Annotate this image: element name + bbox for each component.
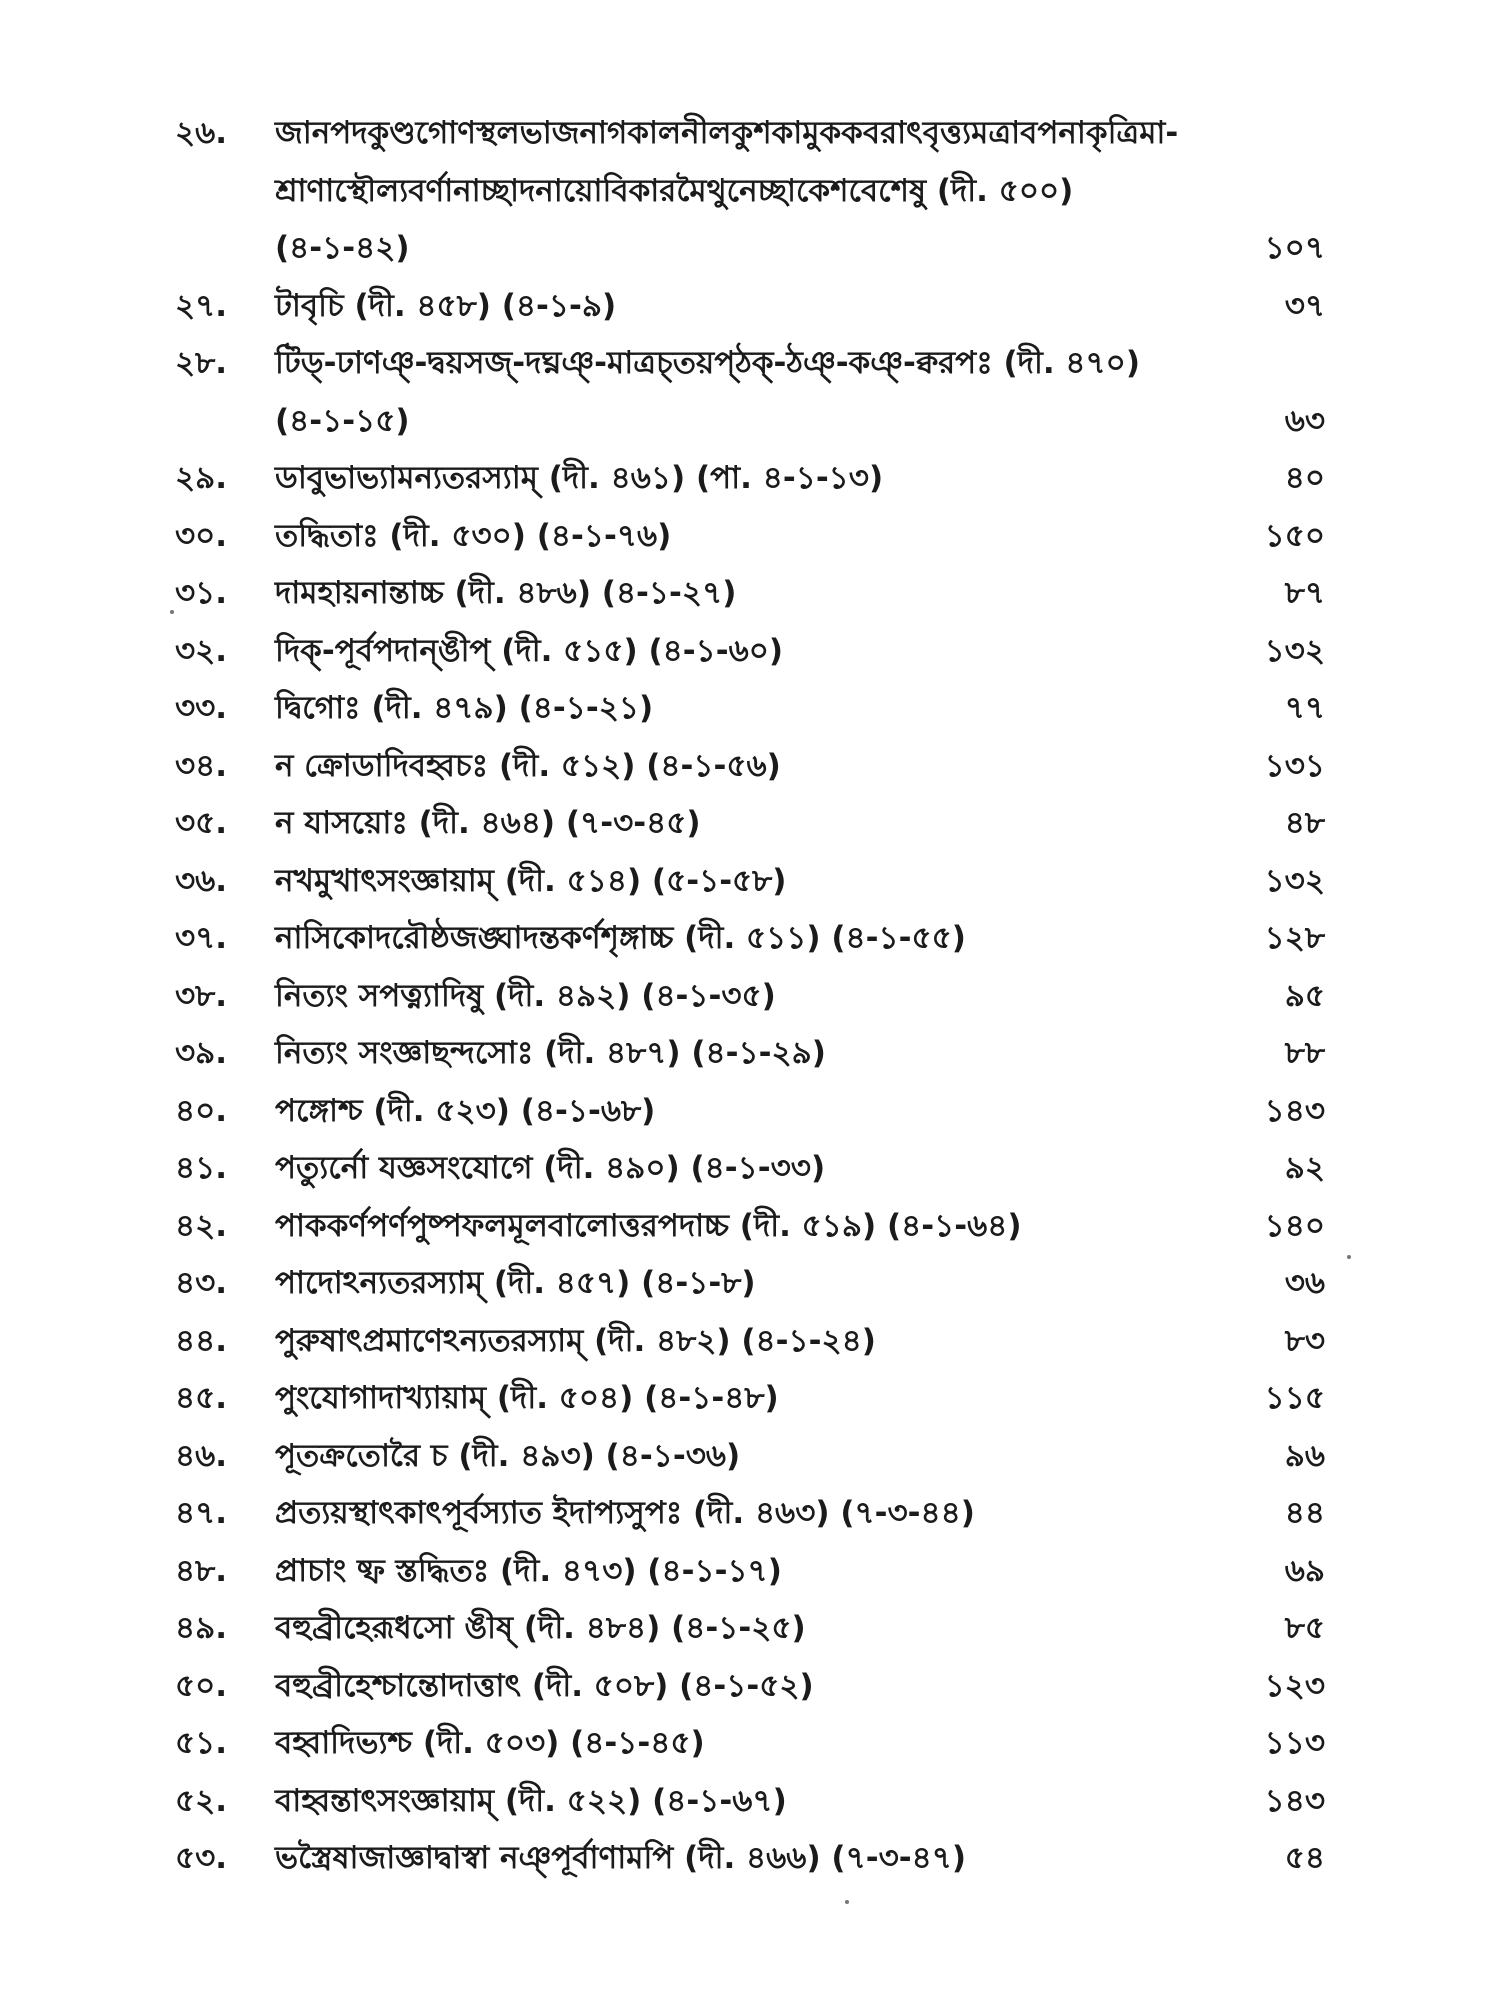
entry-line [275,1140,1325,1198]
page-number: ৮৮ [1284,1035,1325,1071]
entry-content [275,1658,1325,1716]
entry-number: ৪৯. [175,1610,228,1646]
sutra-text: পাককর্ণপর্ণপুষ্পফলমূলবালোত্তরপদাচ্চ (দী. ৫১৯) (৪-১-৬৪) [275,1207,1022,1244]
sutra-text: ন ক্রোডাদিবহ্বচঃ (দী. ৫১২) (৪-১-৫৬) [275,747,781,784]
scan-speck [170,610,174,614]
index-entry [175,968,1325,1026]
entry-number: ৩৮. [175,977,228,1014]
page-number: ৪৮ [1284,805,1325,841]
entry-content [275,1485,1325,1543]
sutra-text: পত্যুর্নো যজ্ঞসংযোগে (দী. ৪৯০) (৪-১-৩৩) [275,1150,826,1186]
entry-line [275,1083,1325,1141]
page-number: ১৪০ [1264,1207,1325,1244]
entry-content [275,1313,1325,1371]
sutra-text: বহুব্রীহেশ্চান্তোদাত্তাৎ (দী. ৫০৮) (৪-১-৫২) [275,1667,814,1704]
page-number: ৯২ [1284,1150,1325,1186]
entry-content [275,738,1325,796]
entry-line [275,1198,1325,1256]
index-entry [175,680,1325,738]
entry-content [275,1773,1325,1831]
entry-line [275,1428,1325,1486]
index-entry [175,1543,1325,1601]
entry-line [275,1543,1325,1601]
page-number: ৫৪ [1284,1840,1325,1876]
page-number: ৭৭ [1284,690,1325,726]
entry-line [275,680,1325,738]
entry-number: ৫০. [175,1667,228,1704]
index-entry [175,1198,1325,1256]
index-entry [175,278,1325,336]
sutra-text: ন যাসয়োঃ (দী. ৪৬৪) (৭-৩-৪৫) [275,805,701,841]
index-entry [175,335,1325,450]
entry-number: ৫২. [175,1782,228,1819]
entry-line [275,738,1325,796]
page-number: ১৩২ [1264,632,1325,669]
entry-number: ২৬. [175,115,228,151]
entry-content [275,795,1325,853]
index-entry [175,1773,1325,1831]
entry-number: ৩৯. [175,1035,228,1071]
entry-number: ৪৪. [175,1322,228,1359]
page-number: ১৪৩ [1264,1782,1325,1819]
entry-line [275,1830,1325,1888]
page-number: ৮৭ [1284,575,1325,611]
sutra-text: প্রত্যয়স্থাৎকাৎপূর্বস্যাত ইদাপ্যসুপঃ (দী. ৪৬৩) (৭-৩-৪৪) [275,1495,975,1531]
sutra-text: প্রাচাং ষ্ফ স্তদ্ধিতঃ (দী. ৪৭৩) (৪-১-১৭) [275,1552,782,1589]
entry-content [275,680,1325,738]
entry-number: ৪২. [175,1207,228,1244]
sutra-text: দিক্-পূর্বপদান্ঙীপ্ (দী. ৫১৫) (৪-১-৬০) [275,632,784,669]
entry-content [275,1255,1325,1313]
entry-number: ৩৩. [175,690,228,726]
page-number: ৪০ [1284,460,1325,496]
entry-number: ৩৭. [175,920,228,956]
sutra-text: পুরুষাৎপ্রমাণেঽন্যতরস্যাম্ (দী. ৪৮২) (৪-১-২৪) [275,1322,876,1359]
entry-content [275,105,1325,278]
sutra-text: ভস্ত্রৈষাজাজ্ঞাদ্বাস্বা নঞ্পূর্বাণামপি (দী. ৪৬৬) (৭-৩-৪৭) [275,1840,967,1876]
entry-line [275,910,1325,968]
entry-number: ৪৩. [175,1265,228,1301]
sutra-text: নাসিকোদরৌষ্ঠজঙ্ঘাদন্তকর্ণশৃঙ্গাচ্চ (দী. ৫১১) (৪-১-৫৫) [275,920,966,956]
entry-content [275,1428,1325,1486]
entry-line [275,508,1325,566]
page-number: ১৩১ [1264,747,1325,784]
entry-content [275,1025,1325,1083]
sutra-text: বাহ্বন্তাৎসংজ্ঞায়াম্ (দী. ৫২২) (৪-১-৬৭) [275,1782,787,1819]
entry-line [275,1313,1325,1371]
entry-line [275,1715,1325,1773]
index-entry [175,565,1325,623]
entry-line [275,220,1325,278]
entry-line [275,795,1325,853]
sutra-text: টাবৃচি (দী. ৪৫৮) (৪-১-৯) [275,287,617,324]
index-entry [175,1025,1325,1083]
index-entry [175,1600,1325,1658]
entry-content [275,1600,1325,1658]
index-entry [175,1370,1325,1428]
index-entry [175,1485,1325,1543]
sutra-text: নিত্যং সংজ্ঞাছন্দসোঃ (দী. ৪৮৭) (৪-১-২৯) [275,1035,826,1071]
sutra-text: শ্রাণাস্থৌল্যবর্ণানাচ্ছাদনায়োবিকারমৈথুনেচ্ছাকেশবেশেষু (দী. ৫০০) [275,172,1074,209]
entry-number: ৩০. [175,517,228,554]
page-number: ৮৫ [1284,1610,1325,1646]
entry-line [275,565,1325,623]
sutra-text: দামহায়নান্তাচ্চ (দী. ৪৮৬) (৪-১-২৭) [275,575,737,611]
entry-line [275,623,1325,681]
page-number: ১৪৩ [1264,1092,1325,1129]
entry-content [275,968,1325,1026]
entry-line [275,1658,1325,1716]
entry-number: ২৭. [175,287,228,324]
sutra-text: নখমুখাৎসংজ্ঞায়াম্ (দী. ৫১৪) (৫-১-৫৮) [275,862,787,899]
sutra-text: দ্বিগোঃ (দী. ৪৭৯) (৪-১-২১) [275,690,654,726]
index-entry [175,105,1325,278]
sutra-text: (৪-১-১৫) [275,402,410,439]
entry-content [275,278,1325,336]
sutra-text: জানপদকুণ্ডগোণস্থলভাজনাগকালনীলকুশকামুককবরাৎবৃত্ত্যমত্রাবপনাকৃত্রিমা- [275,115,1179,151]
entry-line [275,278,1325,336]
entry-content [275,1543,1325,1601]
page-number: ১৩২ [1264,862,1325,899]
index-entry [175,1658,1325,1716]
entry-content [275,450,1325,508]
entry-content [275,910,1325,968]
entry-number: ২৯. [175,460,228,496]
entry-line [275,335,1325,393]
sutra-text: পুংযোগাদাখ্যায়াম্ (দী. ৫০৪) (৪-১-৪৮) [275,1380,779,1416]
sutra-text: টিড্-ঢাণঞ্-দ্বয়সজ্-দঘ্নঞ্-মাত্রচ্তয়প্ঠক্-ঠঞ্-কঞ্-ক্বরপঃ (দী. ৪৭০) [275,345,1141,381]
entry-line [275,1773,1325,1831]
page-number: ১২৮ [1264,920,1325,956]
entry-number: ৩২. [175,632,228,669]
entry-content [275,1370,1325,1428]
index-entry [175,508,1325,566]
entry-line [275,450,1325,508]
entry-number: ৪৭. [175,1495,228,1531]
entry-number: ৪৫. [175,1380,228,1416]
entry-content [275,623,1325,681]
entry-content [275,853,1325,911]
scan-speck [845,1900,849,1904]
entry-number: ৩১. [175,575,228,611]
entry-content [275,1830,1325,1888]
index-entry [175,910,1325,968]
entry-line [275,393,1325,451]
sutra-text: ডাবুভাভ্যামন্যতরস্যাম্ (দী. ৪৬১) (পা. ৪-১-১৩) [275,460,884,496]
sutra-text: বহুব্রীহেরূধসো ঙীষ্ (দী. ৪৮৪) (৪-১-২৫) [275,1610,806,1646]
entry-line [275,968,1325,1026]
entry-content [275,508,1325,566]
entry-content [275,1715,1325,1773]
sutra-text: (৪-১-৪২) [275,230,410,266]
index-entry [175,1830,1325,1888]
entry-number: ৫১. [175,1725,228,1761]
index-entry [175,853,1325,911]
page-number: ১১৩ [1264,1725,1325,1761]
sutra-text: পঙ্গোশ্চ (দী. ৫২৩) (৪-১-৬৮) [275,1092,656,1129]
entry-line [275,1485,1325,1543]
page-number: ৬৩ [1284,402,1325,439]
entry-number: ৪৮. [175,1552,228,1589]
page-number: ৩৬ [1284,1265,1325,1301]
entry-content [275,1198,1325,1256]
sutra-text: পাদোঽন্যতরস্যাম্ (দী. ৪৫৭) (৪-১-৮) [275,1265,756,1301]
entry-content [275,1140,1325,1198]
page-number: ৯৬ [1284,1437,1325,1474]
entry-line [275,1370,1325,1428]
page-number: ৩৭ [1284,287,1325,324]
entry-number: ৪৬. [175,1437,228,1474]
scan-speck [1347,1255,1351,1259]
index-entry [175,795,1325,853]
index-entry [175,1083,1325,1141]
entry-line [275,853,1325,911]
entry-content [275,335,1325,450]
page-number: ১৫০ [1264,517,1325,554]
entry-content [275,565,1325,623]
index-entry [175,1255,1325,1313]
sutra-text: পূতক্রতোরৈ চ (দী. ৪৯৩) (৪-১-৩৬) [275,1437,741,1474]
page-number: ৬৯ [1284,1552,1325,1589]
index-entry [175,1140,1325,1198]
page-number: ৮৩ [1284,1322,1325,1359]
entry-number: ৪১. [175,1150,228,1186]
entry-number: ৩৪. [175,747,228,784]
index-entry [175,1313,1325,1371]
entry-line [275,1255,1325,1313]
page-number: ১১৫ [1264,1380,1325,1416]
index-entry [175,738,1325,796]
entry-number: ২৮. [175,345,228,381]
sutra-text: বহ্বাদিভ্যশ্চ (দী. ৫০৩) (৪-১-৪৫) [275,1725,705,1761]
sutra-index-list [175,105,1325,1888]
index-entry [175,1715,1325,1773]
entry-number: ৪০. [175,1092,228,1129]
entry-line [275,105,1325,163]
entry-line [275,163,1325,221]
sutra-text: তদ্ধিতাঃ (দী. ৫৩০) (৪-১-৭৬) [275,517,672,554]
index-entry [175,450,1325,508]
entry-number: ৩৬. [175,862,228,899]
entry-content [275,1083,1325,1141]
entry-line [275,1025,1325,1083]
index-entry [175,1428,1325,1486]
page-number: ৪৪ [1284,1495,1325,1531]
page-number: ১২৩ [1264,1667,1325,1704]
entry-line [275,1600,1325,1658]
index-entry [175,623,1325,681]
entry-number: ৩৫. [175,805,228,841]
sutra-text: নিত্যং সপত্ন্যাদিষু (দী. ৪৯২) (৪-১-৩৫) [275,977,776,1014]
page-number: ১০৭ [1264,230,1325,266]
entry-number: ৫৩. [175,1840,228,1876]
page-number: ৯৫ [1284,977,1325,1014]
